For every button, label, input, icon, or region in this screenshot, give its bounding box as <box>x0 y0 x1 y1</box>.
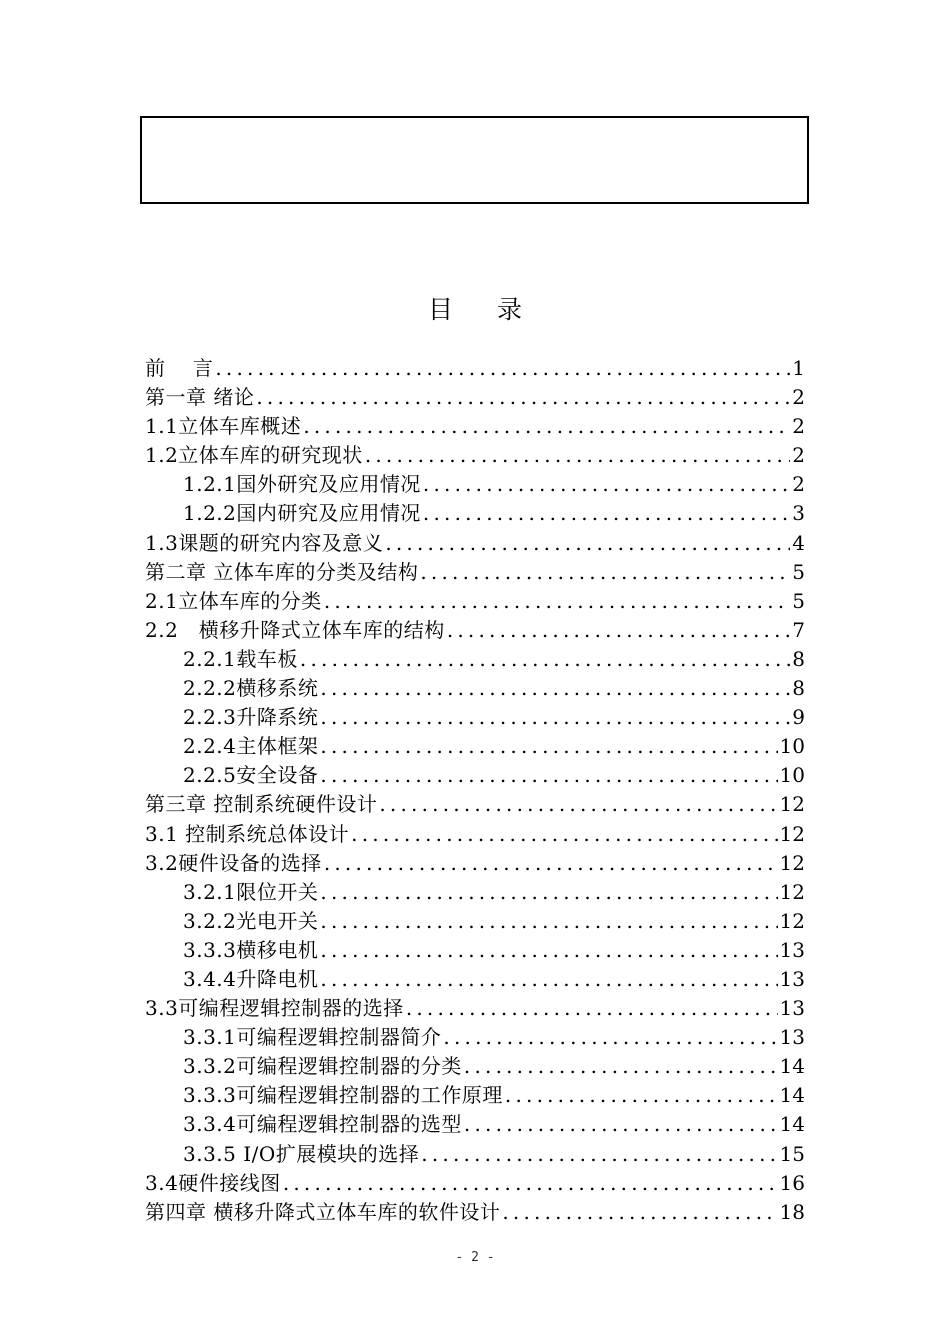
toc-leader-dots <box>385 529 790 558</box>
toc-leader-dots <box>320 703 790 732</box>
toc-entry-label: 3.4硬件接线图 <box>145 1170 281 1195</box>
toc-leader-dots <box>406 994 778 1023</box>
toc-entry-page: 8 <box>792 646 805 671</box>
toc-leader-dots <box>423 499 790 528</box>
toc-entry-page: 10 <box>779 763 805 788</box>
toc-leader-dots <box>365 441 790 470</box>
toc-entry-page: 14 <box>779 1112 805 1137</box>
toc-entry-label: 第一章 绪论 <box>145 385 255 410</box>
toc-entry-label: 3.2.1限位开关 <box>183 879 319 904</box>
toc-entry-label: 2.2.5安全设备 <box>183 763 319 788</box>
toc-leader-dots <box>320 936 777 965</box>
toc-entry[interactable] <box>145 470 805 499</box>
toc-entry-label: 3.4.4升降电机 <box>183 966 319 991</box>
toc-entry[interactable] <box>145 1052 805 1081</box>
toc-entry[interactable] <box>145 412 805 441</box>
toc-entry-page: 1 <box>792 356 805 380</box>
toc-entry[interactable] <box>145 1110 805 1139</box>
toc-leader-dots <box>320 761 777 790</box>
toc-entry-page: 14 <box>779 1054 805 1079</box>
toc-entry[interactable] <box>145 965 805 994</box>
toc-entry-label: 3.3.5 I/O扩展模块的选择 <box>183 1141 420 1166</box>
toc-entry-label: 3.3.3横移电机 <box>183 937 319 962</box>
toc-entry-label: 1.2立体车库的研究现状 <box>145 443 363 468</box>
toc-entry-page: 13 <box>779 966 805 991</box>
toc-entry-label: 3.3.4可编程逻辑控制器的选型 <box>183 1112 462 1137</box>
toc-entry[interactable] <box>145 558 805 587</box>
toc-entry-label: 第二章 立体车库的分类及结构 <box>145 559 419 584</box>
toc-entry-label: 2.2.3升降系统 <box>183 705 319 730</box>
toc-entry-page: 13 <box>779 1025 805 1050</box>
toc-entry-page: 18 <box>779 1199 805 1224</box>
toc-entry[interactable] <box>145 761 805 790</box>
toc-entry-page: 7 <box>792 617 805 642</box>
toc-entry-page: 2 <box>792 385 805 410</box>
toc-entry[interactable] <box>145 936 805 965</box>
toc-leader-dots <box>303 412 790 441</box>
toc-title-char: 录 <box>496 295 522 324</box>
toc-leader-dots <box>420 558 790 587</box>
toc-entry[interactable] <box>145 732 805 761</box>
toc-entry-page: 16 <box>779 1170 805 1195</box>
toc-leader-dots <box>379 790 777 819</box>
toc-entry[interactable] <box>145 529 805 558</box>
toc-entry-label: 第四章 横移升降式立体车库的软件设计 <box>145 1199 501 1224</box>
toc-leader-dots <box>421 1140 777 1169</box>
toc-entry-page: 12 <box>779 879 805 904</box>
toc-entry-page: 10 <box>779 734 805 759</box>
toc-entry-label: 3.3.3可编程逻辑控制器的工作原理 <box>183 1083 503 1108</box>
toc-entry-label: 2.2 横移升降式立体车库的结构 <box>145 617 445 642</box>
toc-leader-dots <box>320 965 777 994</box>
toc-entry-label: 3.3可编程逻辑控制器的选择 <box>145 996 404 1021</box>
toc-entry[interactable] <box>145 616 805 645</box>
toc-entry-page: 13 <box>779 996 805 1021</box>
toc-entry[interactable] <box>145 499 805 528</box>
toc-entry[interactable] <box>145 878 805 907</box>
toc-entry-page: 8 <box>792 676 805 701</box>
table-of-contents <box>145 354 805 1227</box>
toc-entry-label: 2.2.2横移系统 <box>183 676 319 701</box>
toc-entry[interactable] <box>145 703 805 732</box>
toc-entry-page: 15 <box>779 1141 805 1166</box>
toc-entry[interactable] <box>145 1198 805 1227</box>
toc-entry-label: 3.3.2可编程逻辑控制器的分类 <box>183 1054 462 1079</box>
toc-leader-dots <box>324 849 778 878</box>
toc-leader-dots <box>464 1110 778 1139</box>
toc-leader-dots <box>351 820 777 849</box>
toc-entry-page: 12 <box>779 908 805 933</box>
header-box <box>140 116 809 204</box>
toc-entry-page: 2 <box>792 414 805 439</box>
toc-leader-dots <box>443 1023 777 1052</box>
toc-entry[interactable] <box>145 1140 805 1169</box>
toc-leader-dots <box>320 674 790 703</box>
toc-leader-dots <box>447 616 790 645</box>
toc-leader-dots <box>320 732 777 761</box>
toc-entry[interactable] <box>145 994 805 1023</box>
toc-entry-page: 5 <box>792 559 805 584</box>
toc-leader-dots <box>464 1052 778 1081</box>
toc-entry-page: 4 <box>792 530 805 555</box>
toc-entry[interactable] <box>145 674 805 703</box>
toc-entry-label: 2.1立体车库的分类 <box>145 588 322 613</box>
toc-leader-dots <box>283 1169 778 1198</box>
toc-leader-dots <box>215 354 790 383</box>
toc-entry-label: 2.2.1载车板 <box>183 646 298 671</box>
toc-entry-page: 12 <box>779 792 805 817</box>
page-number-footer: - 2 - <box>455 1250 495 1265</box>
toc-leader-dots <box>324 587 790 616</box>
toc-entry-label: 1.2.2国内研究及应用情况 <box>183 501 421 526</box>
toc-entry-label: 3.2硬件设备的选择 <box>145 850 322 875</box>
toc-entry-page: 5 <box>792 588 805 613</box>
toc-entry[interactable] <box>145 587 805 616</box>
toc-entry-page: 13 <box>779 937 805 962</box>
toc-entry-page: 12 <box>779 850 805 875</box>
toc-entry[interactable] <box>145 1023 805 1052</box>
toc-leader-dots <box>502 1198 777 1227</box>
toc-entry-page: 9 <box>792 705 805 730</box>
toc-entry[interactable] <box>145 645 805 674</box>
toc-entry[interactable] <box>145 441 805 470</box>
toc-leader-dots <box>256 383 790 412</box>
toc-entry-page: 14 <box>779 1083 805 1108</box>
toc-entry-page: 2 <box>792 443 805 468</box>
toc-entry-label: 第三章 控制系统硬件设计 <box>145 792 378 817</box>
toc-entry-label: 1.1立体车库概述 <box>145 414 302 439</box>
toc-entry-label: 1.3课题的研究内容及意义 <box>145 530 384 555</box>
toc-entry[interactable] <box>145 1081 805 1110</box>
toc-entry[interactable] <box>145 383 805 412</box>
toc-entry[interactable] <box>145 849 805 878</box>
toc-entry-label: 3.2.2光电开关 <box>183 908 319 933</box>
toc-title-char: 目 <box>428 295 454 324</box>
toc-leader-dots <box>505 1081 778 1110</box>
toc-entry-page: 3 <box>792 501 805 526</box>
toc-entry-page: 12 <box>779 821 805 846</box>
toc-entry-label: 3.1 控制系统总体设计 <box>145 821 350 846</box>
toc-entry-label: 3.3.1可编程逻辑控制器简介 <box>183 1025 442 1050</box>
toc-entry-label: 1.2.1国外研究及应用情况 <box>183 472 421 497</box>
toc-entry-page: 2 <box>792 472 805 497</box>
toc-entry[interactable] <box>145 790 805 819</box>
toc-entry-label: 2.2.4主体框架 <box>183 734 319 759</box>
toc-entry[interactable] <box>145 1169 805 1198</box>
toc-leader-dots <box>320 878 777 907</box>
toc-leader-dots <box>320 907 777 936</box>
toc-entry[interactable] <box>145 907 805 936</box>
toc-leader-dots <box>423 470 790 499</box>
toc-leader-dots <box>300 645 790 674</box>
toc-entry-label: 前 言 <box>145 356 214 380</box>
toc-entry[interactable] <box>145 354 805 383</box>
toc-entry[interactable] <box>145 820 805 849</box>
toc-title <box>0 292 950 328</box>
